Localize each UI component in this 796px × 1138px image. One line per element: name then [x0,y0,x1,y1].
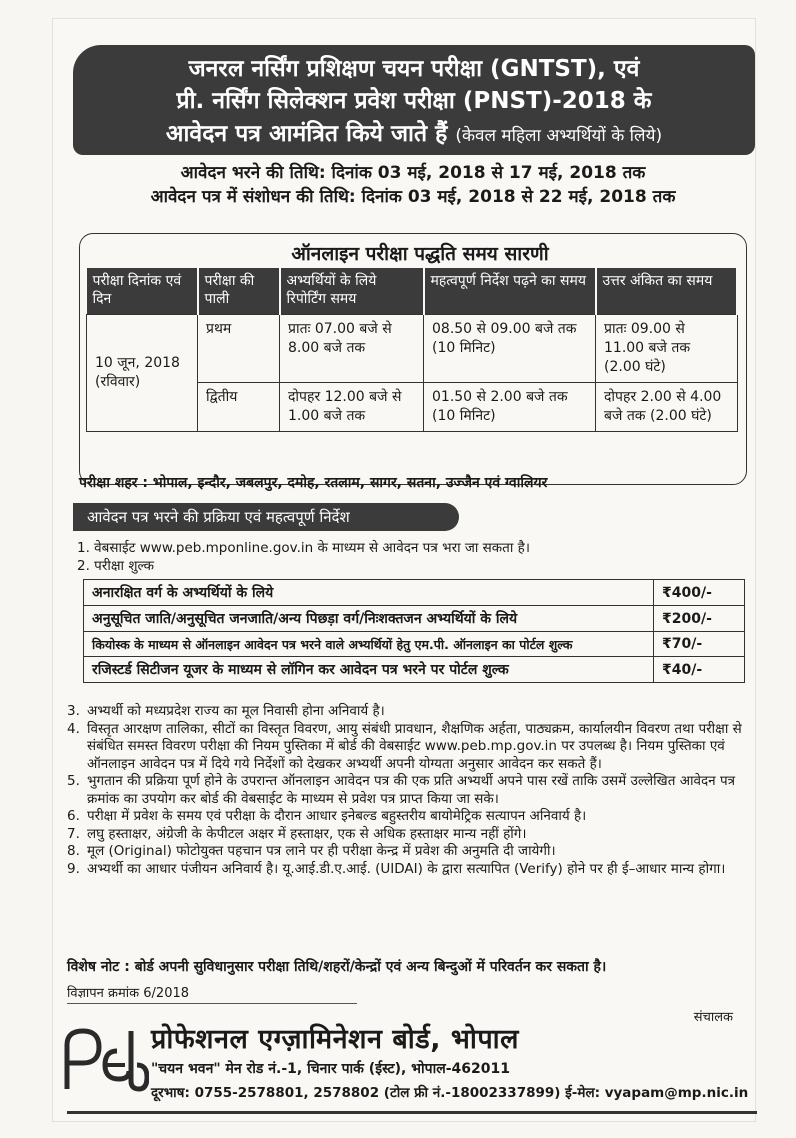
fee-amount: ₹70/- [654,632,745,657]
fee-amount: ₹40/- [654,657,745,683]
schedule-header-reading: महत्वपूर्ण निर्देश पढ़ने का समय [424,268,596,315]
process-title-bar: आवेदन पत्र भरने की प्रक्रिया एवं महत्वपूर्ण निर्देश [73,503,459,531]
schedule-header-shift: परीक्षा की पाली [198,268,280,315]
list-item [67,721,757,774]
list-item-number: 7. [67,825,80,842]
instruction-1: 1. वेबसाईट www.peb.mponline.gov.in के माध्यम से आवेदन पत्र भरा जा सकता है। [77,540,530,556]
list-item [67,843,757,861]
fee-label: रजिस्टर्ड सिटीजन यूजर के माध्यम से लॉगिन कर आवेदन पत्र भरने पर पोर्टल शुल्क [84,657,654,683]
list-item [67,826,757,844]
list-item-number: 9. [67,860,80,877]
apply-date: आवेदन भरने की तिथि: दिनांक 03 मई, 2018 से 17 मई, 2018 तक [180,163,646,183]
schedule-shift: द्वितीय [198,383,280,432]
divider [67,1003,357,1004]
header-banner [73,45,755,155]
fee-table [83,579,745,683]
advertisement-sheet [52,18,756,1122]
schedule-title: ऑनलाइन परीक्षा पद्धति समय सारणी [291,243,549,265]
exam-cities: परीक्षा शहर : भोपाल, इन्दौर, जबलपुर, दमोह, रतलाम, सागर, सतना, उज्जैन एवं ग्वालियर [79,475,548,491]
fee-label: कियोस्क के माध्यम से ऑनलाइन आवेदन पत्र भरने वाले अभ्यर्थियों हेतु एम.पी. ऑनलाइन का पोर्टल शुल्क [84,632,654,657]
schedule-reading: 01.50 से 2.00 बजे तक (10 मिनिट) [424,383,596,432]
header-line-1: जनरल नर्सिंग प्रशिक्षण चयन परीक्षा (GNTST), एवं [188,56,640,82]
list-item [67,773,757,808]
organization-contact: दूरभाष: 0755-2578801, 2578802 (टोल फ्री नं.-18002337899) ई-मेल: vyapam@mp.nic.in [151,1085,749,1101]
instructions-list [67,703,757,878]
organization-address: "चयन भवन" मेन रोड नं.-1, चिनार पार्क (ईस्ट), भोपाल-462011 [151,1061,510,1077]
schedule-answer: दोपहर 2.00 से 4.00 बजे तक (2.00 घंटे) [596,383,738,432]
schedule-header-reporting: अभ्यर्थियों के लिये रिपोर्टिंग समय [280,268,424,315]
schedule-reporting: दोपहर 12.00 बजे से 1.00 बजे तक [280,383,424,432]
list-item-text: लघु हस्ताक्षर, अंग्रेजी के केपीटल अक्षर में हस्ताक्षर, एक से अधिक हस्ताक्षर मान्य नहीं होंगे। [87,825,527,842]
schedule-answer: प्रातः 09.00 से 11.00 बजे तक (2.00 घंटे) [596,315,738,383]
list-item [67,808,757,826]
schedule-reporting: प्रातः 07.00 बजे से 8.00 बजे तक [280,315,424,383]
list-item-text: अभ्यर्थी का आधार पंजीयन अनिवार्य है। यू.आई.डी.ए.आई. (UIDAI) के द्वारा सत्यापित (Verify) होने पर ही ई–आधार मान्य होगा। [87,860,726,877]
application-dates [93,161,733,209]
header-line-2: प्री. नर्सिंग सिलेक्शन प्रवेश परीक्षा (PNST)-2018 के [176,88,652,114]
fee-amount: ₹400/- [654,580,745,606]
schedule-reading: 08.50 से 09.00 बजे तक (10 मिनिट) [424,315,596,383]
header-line-3-main: आवेदन पत्र आमंत्रित किये जाते हैं [165,121,448,147]
header-line-3-note: (केवल महिला अभ्यर्थियों के लिये) [455,126,663,146]
fee-label: अनारक्षित वर्ग के अभ्यर्थियों के लिये [84,580,654,606]
schedule-header-answer: उत्तर अंकित का समय [596,268,738,315]
peb-logo-icon [59,1023,149,1095]
header-line-3 [73,117,755,153]
table-row [84,580,745,606]
fee-amount: ₹200/- [654,606,745,632]
correction-date: आवेदन पत्र में संशोधन की तिथि: दिनांक 03 मई, 2018 से 22 मई, 2018 तक [150,187,676,207]
list-item [67,861,757,879]
list-item-number: 8. [67,843,80,859]
schedule-frame [79,233,747,485]
schedule-header-date: परीक्षा दिनांक एवं दिन [87,268,198,315]
list-item-text: विस्तृत आरक्षण तालिका, सीटों का विस्तृत विवरण, आयु संबंधी प्रावधान, शैक्षणिक अर्हता, पाठ्यक्रम, कार्यालयीन विवरण तथा परीक्षा से संबंधित समस्त विवरण परीक्षा की नियम पुस्तिका में बोर्ड की वेबसाईट www.peb.mp.gov.in पर उपलब्ध है। नियम पुस्तिका एवं ऑनलाइन आवेदन पत्र में दिये गये निर्देशों को देखकर अभ्यर्थी अपनी योग्यता अनुसार आवेदन कर सकते हैं। [87,720,742,772]
list-item-text: मूल (Original) फोटोयुक्त पहचान पत्र लाने पर ही परीक्षा केन्द्र में प्रवेश की अनुमति दी जायेगी। [87,843,556,859]
list-item-text: परीक्षा में प्रवेश के समय एवं परीक्षा के दौरान आधार इनेबल्ड बहुस्तरीय बायोमेट्रिक सत्यापन अनिवार्य है। [87,808,587,824]
table-row [84,657,745,683]
schedule-shift: प्रथम [198,315,280,383]
advertisement-number: विज्ञापन क्रमांक 6/2018 [67,986,190,1001]
schedule-table [86,268,738,432]
list-item-number: 4. [67,720,80,737]
bottom-rule [67,1111,757,1114]
list-item-number: 6. [67,808,80,824]
director-label: संचालक [693,1010,733,1025]
list-item-text: भुगतान की प्रक्रिया पूर्ण होने के उपरान्त ऑनलाइन आवेदन पत्र की एक प्रति अभ्यर्थी अपने पास रखें ताकि उसमें उल्लेखित आवेदन पत्र क्रमांक का उपयोग कर बोर्ड की वेबसाईट के माध्यम से प्रवेश पत्र प्राप्त किया जा सके। [87,773,736,807]
list-item-number: 3. [67,703,80,719]
fee-label: अनुसूचित जाति/अनुसूचित जनजाति/अन्य पिछड़ा वर्ग/निःशक्तजन अभ्यर्थियों के लिये [84,606,654,632]
table-row [84,606,745,632]
schedule-date: 10 जून, 2018 (रविवार) [87,315,198,432]
list-item-text: अभ्यर्थी को मध्यप्रदेश राज्य का मूल निवासी होना अनिवार्य है। [87,703,385,719]
list-item [67,703,757,721]
table-row [84,632,745,657]
special-note: विशेष नोट : बोर्ड अपनी सुविधानुसार परीक्षा तिथि/शहरों/केन्द्रों एवं अन्य बिन्दुओं में परिवर्तन कर सकता है। [67,959,607,975]
table-row [87,315,738,383]
organization-name: प्रोफेशनल एग्ज़ामिनेशन बोर्ड, भोपाल [151,1024,519,1055]
instruction-2: 2. परीक्षा शुल्क [77,558,154,574]
list-item-number: 5. [67,773,80,789]
